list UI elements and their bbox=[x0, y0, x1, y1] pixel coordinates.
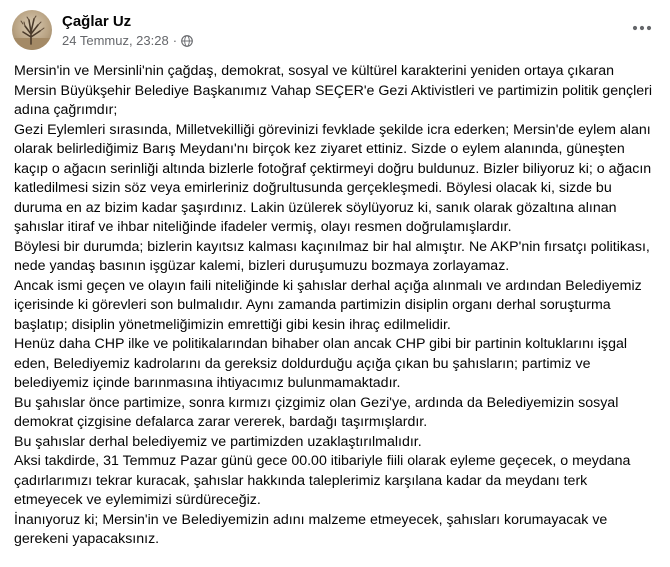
post-paragraph: Henüz daha CHP ilke ve politikalarından bihaber olan ancak CHP gibi bir partinin koltuklarını işgal eden, Belediyemiz kadrolarını da gereksiz doldurduğu açığa çıkan bu şahısların; partimiz ve belediyemiz içinde barınmasına ihtiyacımız bulunmamaktadır. bbox=[14, 336, 628, 391]
author-name[interactable]: Çağlar Uz bbox=[62, 12, 132, 30]
post-paragraph: Böylesi bir durumda; bizlerin kayıtsız kalması kaçınılmaz bir hal almıştır. Ne AKP'nin fırsatçı politikası, nede yandaş basının işgüzar kalemi, bizleri duruşumuzu bozmaya zorlayamaz. bbox=[14, 238, 650, 274]
post-header bbox=[12, 8, 193, 52]
post-paragraph: İnanıyoruz ki; Mersin'in ve Belediyemizin adını malzeme etmeyecek, şahısları korumayacak ve gerekeni yapacaksınız. bbox=[14, 511, 608, 547]
post-timestamp[interactable]: 24 Temmuz, 23:28 bbox=[62, 32, 169, 48]
post-paragraph: Bu şahıslar önce partimize, sonra kırmızı çizgimiz olan Gezi'ye, ardında da Belediyemizin sosyal demokrat çizgisine defalarca zarar vererek, bardağı taşırmışlardır. bbox=[14, 394, 619, 430]
more-options-icon[interactable] bbox=[628, 14, 656, 42]
separator-dot: · bbox=[172, 32, 178, 48]
globe-icon[interactable] bbox=[181, 34, 193, 46]
post-paragraph: Mersin'in ve Mersinli'nin çağdaş, demokrat, sosyal ve kültürel karakterini yeniden ortaya çıkaran Mersin Büyükşehir Belediye Başkanımız Vahap SEÇER'e Gezi Aktivistleri ve partimizin politik gençleri adına çağrımdır; bbox=[14, 63, 652, 118]
post-paragraph: Bu şahıslar derhal belediyemiz ve partimizden uzaklaştırılmalıdır. bbox=[14, 433, 422, 450]
avatar-tree-image bbox=[12, 10, 52, 50]
post-paragraph: Ancak ismi geçen ve olayın faili niteliğinde ki şahıslar derhal açığa alınmalı ve ardından Belediyemiz içerisinde ki görevleri son bulmalıdır. Aynı zamanda partimizin disiplin organı derhal soruşturma başlatıp; disiplin yönetmeliğimizin emrettiği gibi kesin ihraç edilmelidir. bbox=[14, 277, 642, 333]
post-body bbox=[14, 62, 659, 550]
post-meta bbox=[62, 12, 193, 49]
post-paragraph: Gezi Eylemleri sırasında, Milletvekilliği görevinizi fevklade şekilde icra ederken; Mersin'de eylem alanı olarak belirlediğimiz Barış Meydanı'nı birçok kez ziyaret ettiniz. Sizde o eylem alanında, güneşten kaçıp o ağacın serinliği altında bizlerle fotoğraf çektirmeyi doğru buldunuz. Bizler biliyoruz ki; o ağacın katledilmesi sizin söz veya emirleriniz doğrultusunda gerçekleşmedi. Böylesi olacak ki, sizde bu duruma en az bizim kadar şaşırdınız. Lakin üzülerek söylüyoruz ki, sanık olarak gözaltına alınan şahıslar itiraf ve ihbar niteliğinde ifadeler vermiş, olayı resmen doğrulamışlardır. bbox=[14, 121, 652, 235]
author-avatar[interactable] bbox=[12, 10, 52, 50]
post-subline bbox=[62, 32, 193, 49]
post-paragraph: Aksi takdirde, 31 Temmuz Pazar günü gece 00.00 itibariyle fiili olarak eyleme geçecek, o meydana çadırlarımızı tekrar kuracak, şahıslar hakkında taleplerimiz karşılana kadar da meydanı terk etmeyecek ve eylemimizi sürdüreceğiz. bbox=[14, 453, 631, 508]
